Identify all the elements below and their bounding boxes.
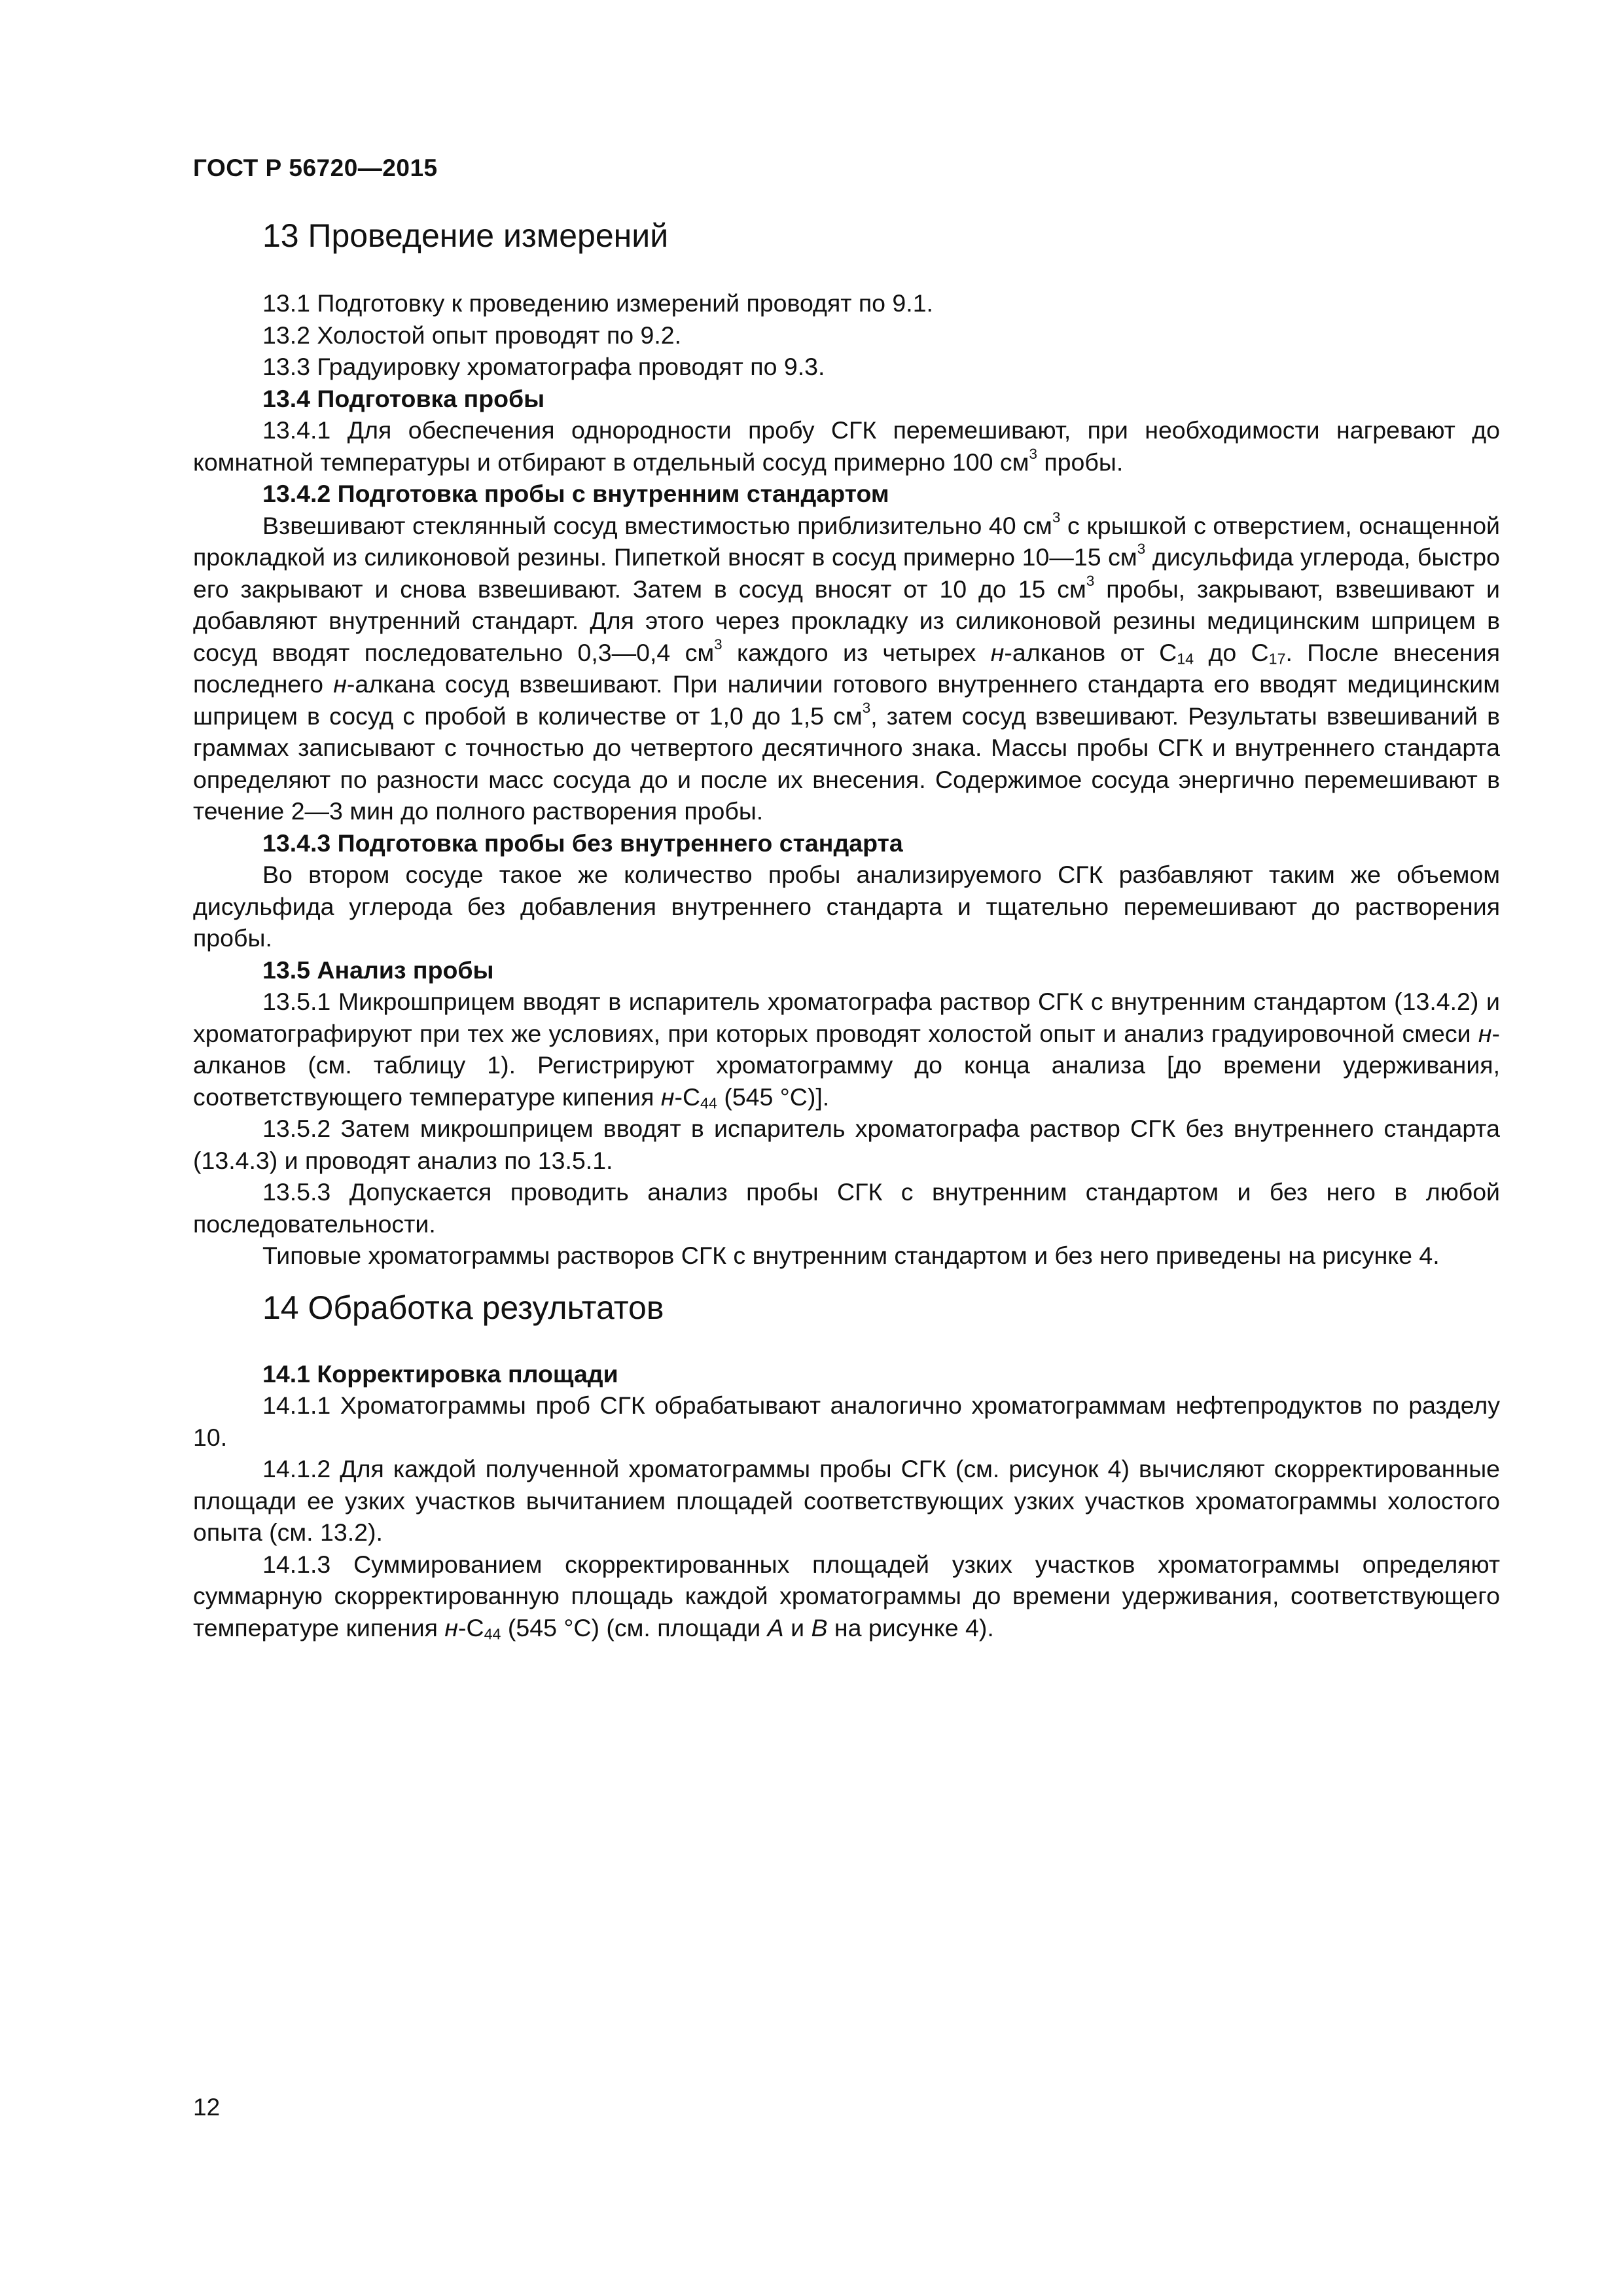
subheading-13-4: 13.4 Подготовка пробы: [262, 384, 545, 412]
paragraph-13-5-3: 13.5.3 Допускается проводить анализ пробы СГК с внутренним стандартом и без него в любой последовательности.: [193, 1178, 1500, 1238]
subheading-13-4-2: 13.4.2 Подготовка пробы с внутренним стандартом: [262, 480, 889, 507]
text-run: пробы, закрывают, взвешивают и добавляют внутренний стандарт. Для этого через прокладку из силиконовой резины медицинским шприцем в сосуд вводят последовательно 0,3—0,4 см: [193, 575, 1500, 666]
text-run: каждого из четырех: [722, 638, 991, 666]
text-run: , затем сосуд взвешивают. Результаты взвешиваний в граммах записывают с точностью до четвертого десятичного знака. Массы пробы СГК и внутреннего стандарта определяют по разности масс сосуда до и после их внесения. Содержимое сосуда энергично перемешивают в течение 2—3 мин до полного растворения пробы.: [193, 702, 1500, 825]
text-run: дисульфида углерода, быстро его закрывают и снова взвешивают. Затем в сосуд вносят от 10 до 15 см: [193, 543, 1501, 603]
paragraph-13-2: 13.2 Холостой опыт проводят по 9.2.: [262, 321, 682, 349]
subheading-14-1: 14.1 Корректировка площади: [262, 1359, 618, 1388]
text-run: . После внесения последнего: [193, 638, 1501, 698]
text-run: 14.1.3 Суммированием скорректированных площадей узких участков хроматограммы определяют суммарную скорректированную площадь каждой хроматограммы до времени удерживания, соответствующего температуре кипения: [193, 1550, 1500, 1641]
text-run: -алканов от С: [1004, 638, 1177, 666]
paragraph-13-4-2: [193, 510, 1500, 827]
subscript-44: 44: [700, 1094, 717, 1112]
italic-n: н: [1478, 1019, 1492, 1047]
paragraph-14-1-3: [193, 1549, 1500, 1644]
text-run: -С: [674, 1083, 701, 1111]
text-run: Взвешивают стеклянный сосуд вместимостью приблизительно 40 см: [262, 511, 1052, 539]
superscript-3: 3: [1086, 572, 1095, 589]
standard-designation: ГОСТ Р 56720—2015: [193, 154, 438, 181]
paragraph-14-1-1: 14.1.1 Хроматограммы проб СГК обрабатывают аналогично хроматограммам нефтепродуктов по разделу 10.: [193, 1391, 1500, 1451]
text-run: (545 °С) (см. площади: [501, 1613, 768, 1641]
paragraph-13-4-1: [193, 414, 1500, 478]
subheading-13-4-3: 13.4.3 Подготовка пробы без внутреннего стандарта: [262, 829, 903, 857]
paragraph-13-5-1: [193, 986, 1500, 1113]
text-run: пробы.: [1037, 448, 1124, 476]
italic-n: н: [444, 1613, 459, 1641]
text-run: 13.4.1 Для обеспечения однородности пробу СГК перемешивают, при необходимости нагревают до комнатной температуры и отбирают в отдельный сосуд примерно 100 см: [193, 416, 1500, 476]
text-run: -алкана сосуд взвешивают. При наличии готового внутреннего стандарта его вводят медицинским шприцем в сосуд с пробой в количестве от 1,0 до 1,5 см: [193, 670, 1500, 730]
text-run: и: [783, 1613, 812, 1641]
section-13-title: 13 Проведение измерений: [262, 217, 669, 254]
subheading-13-5: 13.5 Анализ пробы: [262, 956, 494, 984]
italic-n: н: [333, 670, 347, 698]
superscript-3: 3: [1137, 541, 1146, 557]
section-14-title: 14 Обработка результатов: [262, 1289, 664, 1326]
subscript-17: 17: [1268, 650, 1286, 668]
superscript-3: 3: [862, 699, 871, 716]
text-run: до С: [1194, 638, 1269, 666]
paragraph-14-1-2: 14.1.2 Для каждой полученной хроматограммы пробы СГК (см. рисунок 4) вычисляют скорректированные площади ее узких участков вычитанием площадей соответствующих узких участков хроматограммы холостого опыта (см. 13.2).: [193, 1455, 1500, 1546]
italic-n: н: [660, 1083, 675, 1111]
paragraph-typical-chromatograms: Типовые хроматограммы растворов СГК с внутренним стандартом и без него приведены на рисунке 4.: [262, 1242, 1440, 1269]
text-run: на рисунке 4).: [827, 1613, 994, 1641]
text-run: с крышкой с отверстием, оснащенной прокладкой из силиконовой резины. Пипеткой вносят в сосуд примерно 10—15 см: [193, 511, 1500, 571]
page-content: [193, 213, 1500, 1643]
area-b-label: В: [811, 1613, 828, 1641]
italic-n: н: [990, 638, 1005, 666]
superscript-3: 3: [1029, 445, 1037, 462]
paragraph-13-5-2: 13.5.2 Затем микрошприцем вводят в испаритель хроматографа раствор СГК без внутреннего стандарта (13.4.3) и проводят анализ по 13.5.1.: [193, 1115, 1500, 1174]
paragraph-13-3: 13.3 Градуировку хроматографа проводят по 9.3.: [262, 353, 825, 380]
area-a-label: А: [767, 1613, 784, 1641]
text-run: (545 °С)].: [717, 1083, 830, 1111]
text-run: -алканов (см. таблицу 1). Регистрируют хроматограмму до конца анализа [до времени удерживания, соответствующего температуре кипения: [193, 1019, 1500, 1111]
subscript-14: 14: [1177, 650, 1194, 668]
superscript-3: 3: [714, 636, 722, 653]
text-run: -С: [458, 1613, 484, 1641]
superscript-3: 3: [1052, 509, 1061, 526]
text-run: 13.5.1 Микрошприцем вводят в испаритель хроматографа раствор СГК с внутренним стандартом (13.4.2) и хроматографируют при тех же условиях, при которых проводят холостой опыт и анализ градуировочной смеси: [193, 988, 1500, 1047]
paragraph-13-1: 13.1 Подготовку к проведению измерений проводят по 9.1.: [262, 289, 933, 317]
paragraph-13-4-3: Во втором сосуде такое же количество пробы анализируемого СГК разбавляют таким же объемом дисульфида углерода без добавления внутреннего стандарта и тщательно перемешивают до растворения пробы.: [193, 861, 1500, 952]
subscript-44: 44: [484, 1625, 501, 1643]
page-number: 12: [193, 2094, 221, 2121]
